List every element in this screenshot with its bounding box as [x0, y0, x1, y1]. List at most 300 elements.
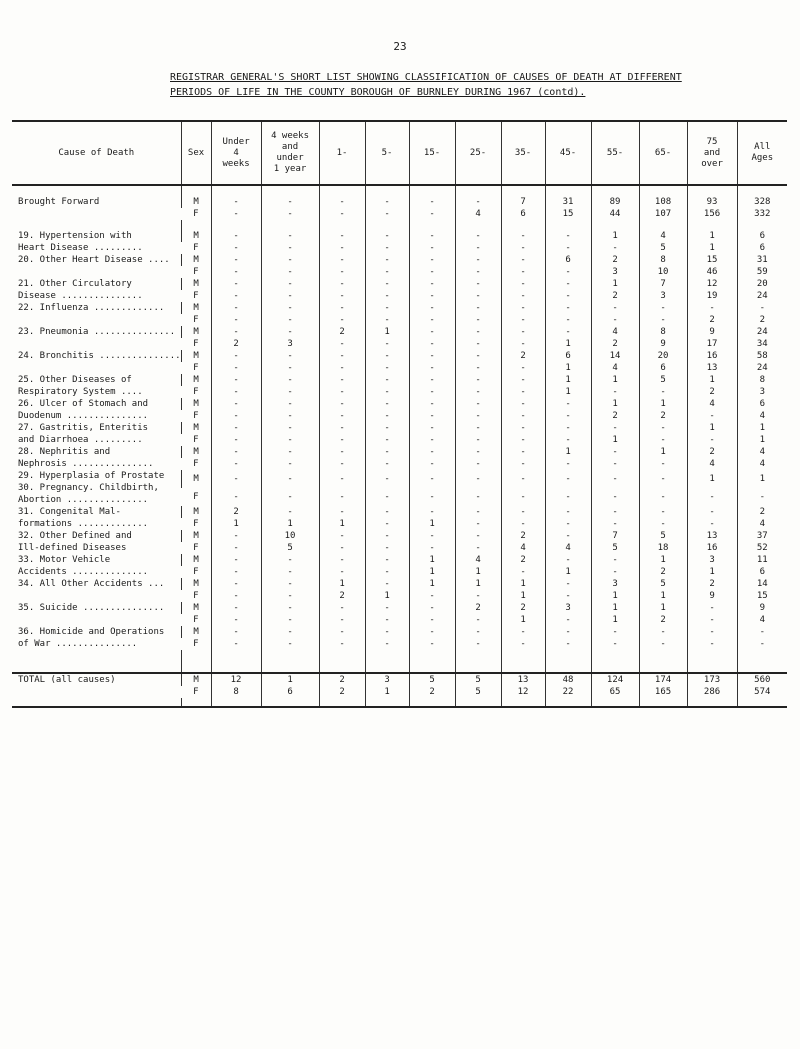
sex-cell: F [193, 639, 199, 649]
value-cell: - [319, 362, 365, 374]
value-cell: - [409, 590, 455, 602]
spacer-cell [455, 185, 501, 196]
value-cell: - [211, 554, 261, 566]
value-cell: 7 [639, 278, 687, 290]
value-cell: 44 [591, 208, 639, 220]
value-cell: - [409, 626, 455, 638]
value-cell: - [409, 290, 455, 302]
cause-line: and Diarrhoea ......... [18, 435, 143, 445]
spacer-row [12, 185, 787, 196]
value-cell: 1 [591, 278, 639, 290]
value-cell: - [501, 242, 545, 254]
hdr-line: 4 [233, 147, 239, 158]
value-cell: 16 [687, 542, 737, 554]
value-cell: - [687, 638, 737, 650]
value-cell: 4 [737, 410, 787, 422]
value-cell: - [409, 422, 455, 434]
value-cell: - [501, 362, 545, 374]
value-cell: - [545, 290, 591, 302]
value-cell: - [261, 374, 319, 386]
value-cell: - [365, 266, 409, 278]
value-cell: - [365, 518, 409, 530]
hdr-line: and [703, 147, 721, 158]
spacer-cell [211, 220, 261, 230]
value-cell: 3 [591, 578, 639, 590]
value-cell: - [261, 266, 319, 278]
value-cell: 6 [501, 208, 545, 220]
value-cell: 1 [591, 374, 639, 386]
value-cell: - [319, 350, 365, 362]
value-cell: - [261, 578, 319, 590]
value-cell: 6 [737, 566, 787, 578]
cause-line: 24. Bronchitis ............... [18, 351, 181, 361]
value-cell: 2 [639, 410, 687, 422]
sex-cell: F [193, 591, 199, 601]
value-cell: - [545, 530, 591, 542]
value-cell: - [365, 302, 409, 314]
sex-cell: M [181, 196, 211, 208]
value-cell: - [261, 278, 319, 290]
total-row-m [12, 673, 787, 686]
value-cell: 2 [319, 673, 365, 686]
value-cell: 1 [591, 590, 639, 602]
value-cell: - [319, 458, 365, 470]
value-cell: - [211, 326, 261, 338]
value-cell: - [319, 602, 365, 614]
value-cell: 4 [737, 446, 787, 458]
value-cell: 1 [545, 338, 591, 350]
value-cell: 65 [591, 686, 639, 698]
value-cell: - [319, 434, 365, 446]
value-cell: - [261, 614, 319, 626]
value-cell: 1 [591, 614, 639, 626]
cause-row-m [12, 398, 787, 410]
value-cell: - [501, 398, 545, 410]
cause-label [12, 470, 181, 506]
value-cell: 1 [639, 602, 687, 614]
value-cell: - [501, 314, 545, 326]
value-cell: - [545, 266, 591, 278]
value-cell: - [261, 488, 319, 506]
value-cell: 3 [639, 290, 687, 302]
value-cell: - [455, 278, 501, 290]
value-cell: - [455, 422, 501, 434]
value-cell: - [319, 638, 365, 650]
value-cell: - [409, 196, 455, 208]
value-cell: - [409, 434, 455, 446]
value-cell: 2 [211, 338, 261, 350]
value-cell: 7 [591, 530, 639, 542]
value-cell: 1 [591, 230, 639, 242]
value-cell: - [591, 554, 639, 566]
value-cell: 2 [501, 554, 545, 566]
value-cell: - [319, 566, 365, 578]
spacer-row [12, 650, 787, 673]
value-cell: - [455, 398, 501, 410]
value-cell: 2 [687, 386, 737, 398]
value-cell: 1 [687, 422, 737, 434]
value-cell: - [365, 626, 409, 638]
value-cell: - [261, 410, 319, 422]
cause-row-m [12, 470, 787, 488]
brought-forward-row-m [12, 196, 787, 208]
value-cell: - [687, 626, 737, 638]
value-cell: 4 [687, 458, 737, 470]
value-cell: 20 [737, 278, 787, 290]
spacer-cell [211, 698, 261, 707]
value-cell: 1 [545, 362, 591, 374]
value-cell: - [319, 488, 365, 506]
spacer-cell [319, 185, 365, 196]
value-cell: - [261, 446, 319, 458]
cause-label [12, 230, 181, 254]
value-cell: 6 [545, 254, 591, 266]
value-cell: 1 [737, 434, 787, 446]
value-cell: - [591, 470, 639, 488]
sex-cell: M [181, 398, 211, 410]
cause-line: Abortion ............... [18, 495, 149, 505]
cause-line: 23. Pneumonia ............... [18, 327, 176, 337]
cause-label [12, 673, 181, 698]
value-cell: - [319, 506, 365, 518]
value-cell: - [261, 566, 319, 578]
value-cell: 1 [639, 446, 687, 458]
value-cell: 13 [687, 530, 737, 542]
value-cell: - [409, 506, 455, 518]
value-cell: - [319, 398, 365, 410]
value-cell: - [409, 266, 455, 278]
value-cell: - [319, 446, 365, 458]
value-cell: - [545, 230, 591, 242]
value-cell: - [501, 254, 545, 266]
sex-cell: M [181, 254, 211, 266]
sex-cell: F [193, 267, 199, 277]
cause-label [12, 350, 181, 374]
cause-label [12, 422, 181, 446]
value-cell: - [455, 386, 501, 398]
value-cell: - [365, 314, 409, 326]
value-cell: 24 [737, 362, 787, 374]
value-cell: - [409, 208, 455, 220]
value-cell: - [409, 362, 455, 374]
value-cell: - [455, 196, 501, 208]
value-cell: - [455, 290, 501, 302]
cause-label [12, 446, 181, 470]
value-cell: 5 [455, 673, 501, 686]
value-cell: - [365, 410, 409, 422]
value-cell: 4 [591, 326, 639, 338]
value-cell: - [261, 314, 319, 326]
value-cell: - [455, 230, 501, 242]
cause-line: 20. Other Heart Disease .... [18, 255, 170, 265]
value-cell: 15 [545, 208, 591, 220]
spacer-cell [687, 185, 737, 196]
value-cell: - [455, 506, 501, 518]
cause-row-m [12, 350, 787, 362]
value-cell: 1 [409, 554, 455, 566]
value-cell: 15 [687, 254, 737, 266]
cause-line: 34. All Other Accidents ... [18, 579, 165, 589]
cause-label [12, 302, 181, 326]
value-cell: - [365, 254, 409, 266]
value-cell: - [365, 488, 409, 506]
cause-row-m [12, 530, 787, 542]
value-cell: - [319, 302, 365, 314]
value-cell: 1 [365, 686, 409, 698]
value-cell: - [319, 242, 365, 254]
value-cell: 6 [737, 230, 787, 242]
value-cell: 24 [737, 326, 787, 338]
cause-line: Disease ............... [18, 291, 143, 301]
value-cell: - [365, 446, 409, 458]
value-cell: - [211, 602, 261, 614]
value-cell: - [319, 230, 365, 242]
cause-line: 36. Homicide and Operations [18, 627, 165, 637]
value-cell: 4 [687, 398, 737, 410]
value-cell: - [211, 230, 261, 242]
value-cell: 12 [211, 673, 261, 686]
value-cell: 1 [591, 398, 639, 410]
value-cell: 2 [409, 686, 455, 698]
value-cell: 9 [687, 326, 737, 338]
cause-row-m [12, 230, 787, 242]
value-cell: - [409, 314, 455, 326]
cause-label [12, 602, 181, 626]
value-cell: - [319, 542, 365, 554]
value-cell: - [211, 266, 261, 278]
value-cell: - [545, 590, 591, 602]
value-cell: - [409, 458, 455, 470]
header-age-35: 35- [501, 121, 545, 185]
spacer-cell [501, 220, 545, 230]
spacer-cell [365, 220, 409, 230]
value-cell: 1 [639, 590, 687, 602]
header-age-5: 5- [365, 121, 409, 185]
cause-row-m [12, 326, 787, 338]
value-cell: 89 [591, 196, 639, 208]
spacer-cell [545, 650, 591, 673]
value-cell: 560 [737, 673, 787, 686]
value-cell: 5 [639, 242, 687, 254]
value-cell: - [737, 488, 787, 506]
value-cell: - [455, 458, 501, 470]
value-cell: - [211, 530, 261, 542]
value-cell: - [545, 410, 591, 422]
spacer-cell [687, 650, 737, 673]
value-cell: 1 [687, 374, 737, 386]
cause-line: 35. Suicide ............... [18, 603, 165, 613]
value-cell: 2 [687, 314, 737, 326]
spacer-cell [319, 698, 365, 707]
value-cell: - [501, 410, 545, 422]
cause-line: 31. Congenital Mal- [18, 507, 121, 517]
value-cell: - [545, 614, 591, 626]
value-cell: 1 [365, 590, 409, 602]
value-cell: 5 [455, 686, 501, 698]
sex-cell: M [181, 422, 211, 434]
value-cell: - [501, 302, 545, 314]
hdr-line: 1 year [273, 164, 307, 174]
value-cell: 4 [455, 208, 501, 220]
value-cell: - [455, 590, 501, 602]
sex-cell: M [181, 626, 211, 638]
sex-cell: F [193, 459, 199, 469]
value-cell: - [365, 290, 409, 302]
header-sex: Sex [181, 121, 211, 185]
value-cell: 4 [545, 542, 591, 554]
value-cell: 1 [211, 518, 261, 530]
value-cell: 165 [639, 686, 687, 698]
cause-label [12, 326, 181, 350]
value-cell: - [455, 626, 501, 638]
value-cell: - [455, 338, 501, 350]
value-cell: 173 [687, 673, 737, 686]
value-cell: - [591, 566, 639, 578]
value-cell: - [365, 542, 409, 554]
value-cell: - [211, 374, 261, 386]
mortality-table [12, 120, 787, 708]
value-cell: - [319, 278, 365, 290]
value-cell: - [365, 614, 409, 626]
spacer-cell [687, 220, 737, 230]
value-cell: - [545, 458, 591, 470]
value-cell: - [455, 374, 501, 386]
value-cell: - [409, 638, 455, 650]
value-cell: - [211, 278, 261, 290]
spacer-cell [455, 650, 501, 673]
spacer-cell [687, 698, 737, 707]
value-cell: - [261, 230, 319, 242]
spacer-cell [409, 698, 455, 707]
value-cell: - [501, 266, 545, 278]
value-cell: 3 [737, 386, 787, 398]
value-cell: - [639, 488, 687, 506]
value-cell: 4 [639, 230, 687, 242]
value-cell: - [501, 386, 545, 398]
value-cell: 2 [211, 506, 261, 518]
value-cell: - [455, 638, 501, 650]
value-cell: - [211, 386, 261, 398]
value-cell: - [211, 590, 261, 602]
cause-label [12, 530, 181, 554]
value-cell: - [211, 302, 261, 314]
value-cell: - [591, 506, 639, 518]
spacer-cell [591, 185, 639, 196]
value-cell: 3 [261, 338, 319, 350]
value-cell: - [211, 398, 261, 410]
hdr-line: over [701, 158, 723, 169]
value-cell: - [319, 614, 365, 626]
spacer-cell [591, 220, 639, 230]
value-cell: 5 [591, 542, 639, 554]
value-cell: - [261, 602, 319, 614]
value-cell: 20 [639, 350, 687, 362]
value-cell: - [409, 410, 455, 422]
sex-cell: M [181, 602, 211, 614]
value-cell: 4 [591, 362, 639, 374]
value-cell: 10 [261, 530, 319, 542]
value-cell: 9 [737, 602, 787, 614]
value-cell: - [687, 302, 737, 314]
spacer-cell [261, 650, 319, 673]
cause-line: 32. Other Defined and [18, 531, 132, 541]
spacer-cell [261, 185, 319, 196]
value-cell: - [545, 302, 591, 314]
spacer-cell [365, 698, 409, 707]
value-cell: - [455, 302, 501, 314]
sex-cell: F [193, 435, 199, 445]
value-cell: - [365, 208, 409, 220]
value-cell: - [501, 470, 545, 488]
value-cell: 14 [737, 578, 787, 590]
value-cell: - [409, 446, 455, 458]
value-cell: 6 [261, 686, 319, 698]
value-cell: - [261, 386, 319, 398]
hdr-line: weeks [222, 158, 250, 169]
value-cell: 2 [501, 602, 545, 614]
value-cell: - [365, 578, 409, 590]
value-cell: - [545, 422, 591, 434]
value-cell: - [365, 434, 409, 446]
value-cell: - [501, 518, 545, 530]
value-cell: 15 [737, 590, 787, 602]
value-cell: 16 [687, 350, 737, 362]
value-cell: - [455, 326, 501, 338]
value-cell: - [365, 350, 409, 362]
value-cell: - [545, 242, 591, 254]
value-cell: 1 [545, 446, 591, 458]
value-cell: - [455, 446, 501, 458]
value-cell: - [319, 254, 365, 266]
spacer-cell [455, 220, 501, 230]
value-cell: - [365, 470, 409, 488]
spacer-cell [591, 698, 639, 707]
value-cell: - [455, 242, 501, 254]
cause-label [12, 278, 181, 302]
sex-cell: F [193, 411, 199, 421]
value-cell: 34 [737, 338, 787, 350]
value-cell: 4 [737, 518, 787, 530]
header-age-45: 45- [545, 121, 591, 185]
value-cell: - [409, 542, 455, 554]
value-cell: - [409, 470, 455, 488]
value-cell: - [409, 488, 455, 506]
cause-line: 33. Motor Vehicle [18, 555, 111, 565]
value-cell: - [639, 434, 687, 446]
value-cell: - [211, 458, 261, 470]
value-cell: 4 [501, 542, 545, 554]
value-cell: 2 [591, 290, 639, 302]
value-cell: - [261, 470, 319, 488]
value-cell: - [365, 602, 409, 614]
header-4-weeks-under-1-year [261, 121, 319, 185]
sex-cell: M [181, 374, 211, 386]
value-cell: - [501, 374, 545, 386]
value-cell: - [501, 278, 545, 290]
value-cell: 1 [409, 578, 455, 590]
value-cell: - [501, 434, 545, 446]
value-cell: - [591, 446, 639, 458]
value-cell: - [319, 626, 365, 638]
hdr-line: Ages [751, 153, 774, 163]
value-cell: 1 [737, 422, 787, 434]
value-cell: - [455, 542, 501, 554]
value-cell: 156 [687, 208, 737, 220]
value-cell: - [365, 458, 409, 470]
value-cell: - [501, 626, 545, 638]
value-cell: 2 [737, 314, 787, 326]
value-cell: - [365, 242, 409, 254]
